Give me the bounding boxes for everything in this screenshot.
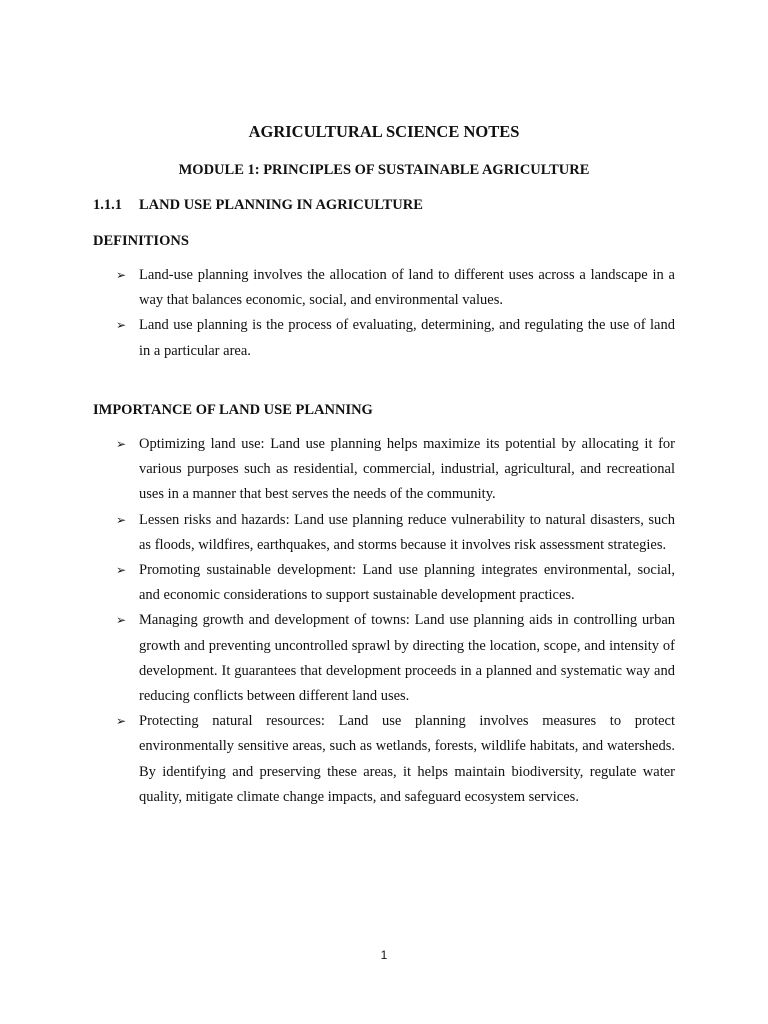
importance-item — [116, 709, 675, 810]
importance-item — [116, 608, 675, 709]
importance-item — [116, 432, 675, 508]
definitions-list — [116, 263, 675, 364]
document-title: AGRICULTURAL SCIENCE NOTES — [248, 122, 520, 141]
definition-text: Land use planning is the process of evaluating, determining, and regulating the use of land in a particular area. — [139, 317, 675, 359]
section-heading — [93, 194, 423, 216]
module-title: MODULE 1: PRINCIPLES OF SUSTAINABLE AGRICULTURE — [178, 162, 590, 178]
importance-item — [116, 508, 675, 558]
arrow-bullet-icon: ➢ — [116, 613, 127, 628]
importance-text: Promoting sustainable development: Land use planning integrates environmental, social, and economic considerations to support sustainable development practices. — [139, 562, 675, 604]
importance-text: Managing growth and development of towns: Land use planning aids in controlling urban growth and preventing uncontrolled sprawl by directing the location, scope, and intensity of development. It guarantees that development proceeds in a planned and systematic way and reducing conflicts between different land uses. — [139, 612, 675, 705]
arrow-bullet-icon: ➢ — [116, 714, 127, 729]
arrow-bullet-icon: ➢ — [116, 512, 127, 527]
importance-item — [116, 558, 675, 608]
arrow-bullet-icon: ➢ — [116, 318, 127, 333]
arrow-bullet-icon: ➢ — [116, 437, 127, 451]
importance-list — [116, 432, 675, 810]
section-title: LAND USE PLANNING IN AGRICULTURE — [139, 197, 423, 213]
definitions-heading: DEFINITIONS — [93, 233, 189, 249]
definition-item — [116, 313, 675, 363]
section-number: 1.1.1 — [93, 197, 122, 213]
page-number: 1 — [380, 948, 388, 962]
importance-text: Lessen risks and hazards: Land use planning reduce vulnerability to natural disasters, such as floods, wildfires, earthquakes, and storms because it involves risk assessment strategies. — [139, 511, 675, 553]
definition-text: Land-use planning involves the allocation of land to different uses across a landscape in a way that balances economic, social, and environmental values. — [139, 267, 675, 309]
importance-text: Optimizing land use: Land use planning helps maximize its potential by allocating it for various purposes such as residential, commercial, industrial, agricultural, and recreational uses in a manner that best serves the needs of the community. — [139, 436, 675, 503]
importance-text: Protecting natural resources: Land use planning involves measures to protect environmentally sensitive areas, such as wetlands, forests, wildlife habitats, and watersheds. By identifying and preserving these areas, it helps maintain biodiversity, regulate water quality, mitigate climate change impacts, and safeguard ecosystem services. — [139, 713, 675, 805]
importance-heading: IMPORTANCE OF LAND USE PLANNING — [93, 402, 373, 418]
definition-item — [116, 263, 675, 313]
arrow-bullet-icon: ➢ — [116, 563, 127, 578]
arrow-bullet-icon: ➢ — [116, 268, 127, 282]
